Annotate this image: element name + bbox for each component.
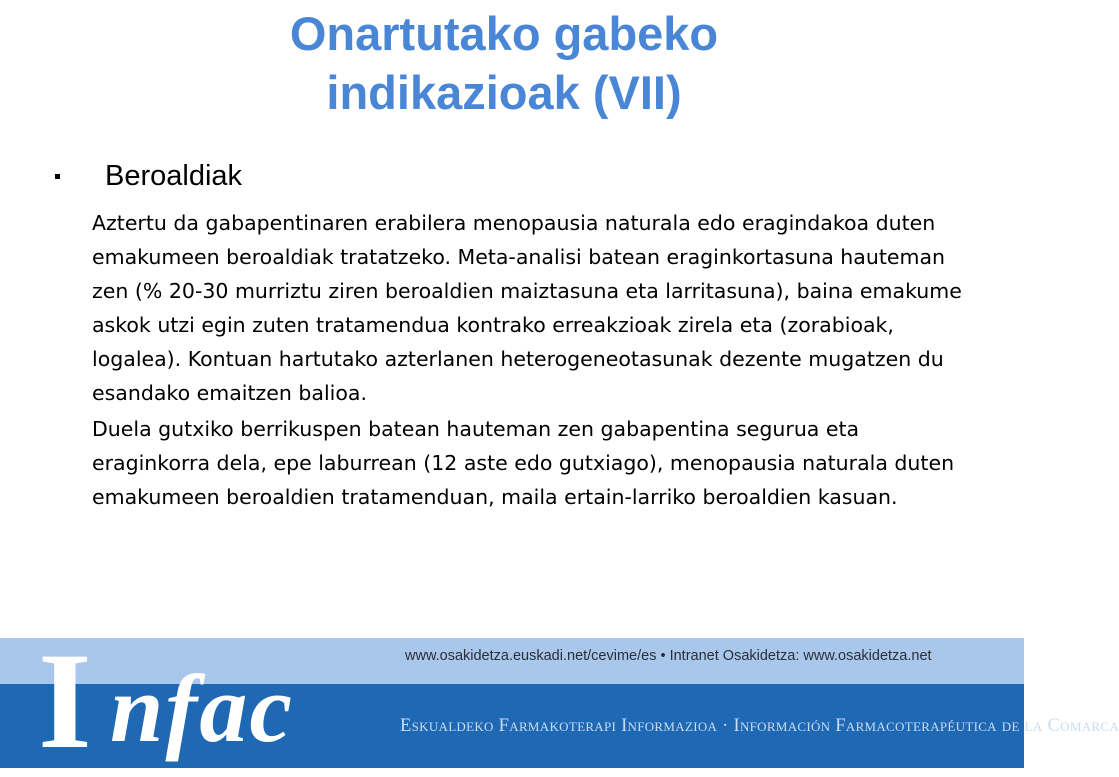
logo-initial: I — [38, 624, 92, 777]
bullet-dot-icon — [55, 174, 60, 179]
body-text — [92, 206, 972, 516]
paragraph-1: Aztertu da gabapentinaren erabilera menopausia naturala edo eragindakoa duten emakumeen beroaldiak tratatzeko. Meta-analisi batean eraginkortasuna hauteman zen (% 20-30 murriztu ziren beroaldien maiztasuna eta larritasuna), baina emakume askok utzi egin zuten tratamendua kontrako erreakzioak zirela eta (zorabioak, logalea). Kontuan hartutako azterlanen heterogeneotasunak dezente mugatzen du esandako emaitzen balioa. — [92, 211, 962, 405]
title-line-1: Onartutako gabeko — [289, 7, 719, 60]
footer-tagline: Eskualdeko Farmakoterapi Informazioa · Información Farmacoterapéutica de la Comarca — [400, 716, 1119, 736]
title-line-2: indikazioak (VII) — [326, 66, 682, 119]
paragraph-2: Duela gutxiko berrikuspen batean hauteman zen gabapentina segurua eta eraginkorra dela, epe laburrean (12 aste edo gutxiago), menopausia naturala duten emakumeen beroaldien tratamenduan, maila ertain-larriko beroaldien kasuan. — [92, 417, 955, 509]
footer-banner — [0, 624, 1119, 777]
slide-title — [0, 4, 1008, 122]
bullet-heading: Beroaldiak — [105, 160, 243, 192]
logo-text: nfac — [110, 655, 294, 762]
infac-logo — [38, 624, 358, 777]
footer-urls: www.osakidetza.euskadi.net/cevime/es • Intranet Osakidetza: www.osakidetza.net — [405, 648, 932, 664]
